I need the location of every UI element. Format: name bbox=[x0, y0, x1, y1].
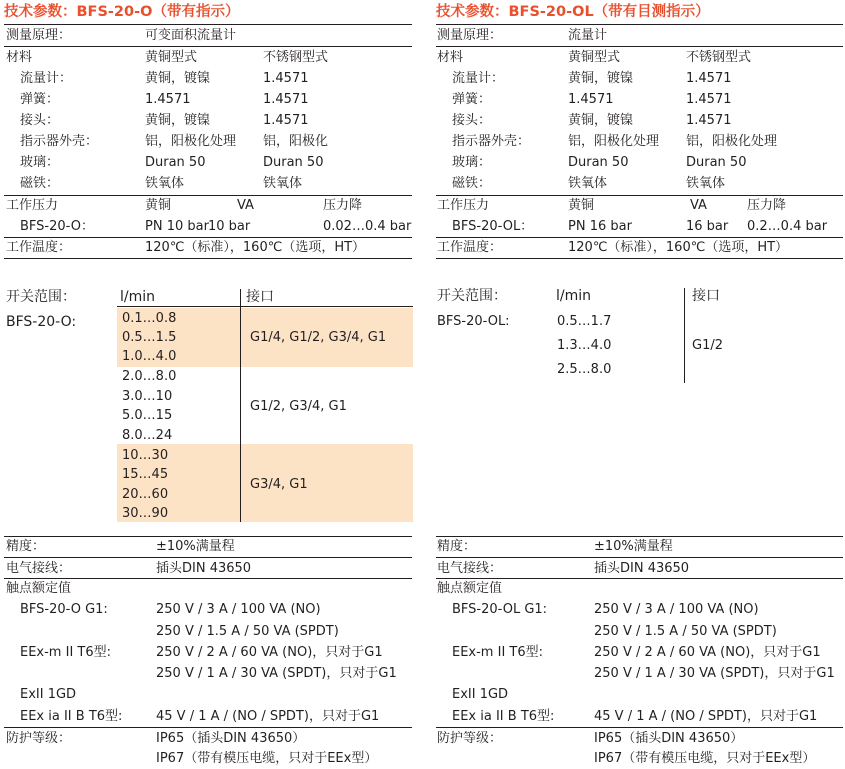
material-row-steel: 铝，阳极化处理 bbox=[686, 134, 778, 149]
material-row-brass: 铝，阳极化处理 bbox=[145, 134, 237, 149]
principle-label: 测量原理： bbox=[437, 28, 503, 43]
accuracy-label: 精度： bbox=[437, 539, 477, 554]
range-value: 30…90 bbox=[122, 506, 169, 521]
range-value: 8.0…24 bbox=[122, 428, 173, 443]
pressure-va-value: 16 bar bbox=[686, 219, 729, 234]
divider bbox=[436, 237, 843, 238]
pressure-brass-value: PN 16 bar bbox=[568, 219, 632, 234]
temp-value: 120℃（标准），160℃（选项，HT） bbox=[568, 240, 789, 255]
contact-model: BFS-20-OL G1: bbox=[452, 602, 548, 617]
material-row-brass: 黄铜，镀镍 bbox=[568, 113, 634, 128]
electrical-value: 插头DIN 43650 bbox=[594, 561, 690, 576]
divider bbox=[436, 727, 843, 728]
range-value: 2.0…8.0 bbox=[122, 369, 177, 384]
temp-value: 120℃（标准），160℃（选项，HT） bbox=[145, 240, 366, 255]
eexia-label: EEx ia II B T6型: bbox=[452, 709, 555, 724]
temp-label: 工作温度： bbox=[437, 240, 503, 255]
material-row-steel: 铁氧体 bbox=[263, 176, 303, 191]
range-connection: G3/4, G1 bbox=[250, 477, 308, 492]
divider bbox=[436, 46, 843, 47]
pressure-header-brass: 黄铜 bbox=[568, 198, 595, 213]
divider bbox=[436, 578, 843, 579]
range-value: 10…30 bbox=[122, 448, 169, 463]
protection-label: 防护等级： bbox=[6, 731, 72, 746]
material-row-brass: 黄铜，镀镍 bbox=[145, 71, 211, 86]
material-row-steel: 1.4571 bbox=[686, 92, 732, 107]
eexia-value: 45 V / 1 A / (NO / SPDT)，只对于G1 bbox=[594, 709, 818, 724]
contact-value: 250 V / 1.5 A / 50 VA (SPDT) bbox=[156, 624, 339, 639]
protection-label: 防护等级： bbox=[437, 731, 503, 746]
material-row-brass: 铁氧体 bbox=[568, 176, 608, 191]
range-value: 2.5…8.0 bbox=[557, 362, 612, 377]
right-title: 技术参数：BFS-20-OL（带有目测指示） bbox=[436, 4, 710, 20]
divider bbox=[436, 557, 843, 558]
range-unit: l/min bbox=[120, 289, 156, 305]
range-column-divider bbox=[684, 288, 685, 383]
pressure-header-brass: 黄铜 bbox=[145, 198, 172, 213]
material-row-steel: 1.4571 bbox=[263, 113, 309, 128]
eexia-label: EEx ia II B T6型: bbox=[20, 709, 123, 724]
material-row-brass: 铁氧体 bbox=[145, 176, 185, 191]
divider bbox=[4, 24, 412, 25]
contact-value: 250 V / 1.5 A / 50 VA (SPDT) bbox=[594, 624, 777, 639]
contact-value: 250 V / 1 A / 30 VA (SPDT)，只对于G1 bbox=[594, 666, 835, 681]
range-connection: G1/4, G1/2, G3/4, G1 bbox=[250, 330, 387, 345]
contact-value: 250 V / 1 A / 30 VA (SPDT)，只对于G1 bbox=[156, 666, 397, 681]
pressure-drop-value: 0.02…0.4 bar bbox=[323, 219, 412, 234]
range-label: 开关范围： bbox=[437, 288, 507, 304]
range-value: 0.5…1.7 bbox=[557, 314, 612, 329]
range-value: 3.0…10 bbox=[122, 389, 173, 404]
contact-value: 250 V / 3 A / 100 VA (NO) bbox=[594, 602, 759, 617]
protection-value: IP65（插头DIN 43650） bbox=[594, 731, 744, 746]
material-row-label: 磁铁： bbox=[20, 176, 60, 191]
material-row-steel: 铝，阳极化 bbox=[263, 134, 329, 149]
pressure-label: 工作压力 bbox=[6, 198, 59, 213]
electrical-label: 电气接线： bbox=[6, 561, 72, 576]
divider bbox=[4, 536, 412, 537]
exii-label: ExII 1GD bbox=[20, 687, 77, 702]
divider bbox=[4, 727, 412, 728]
contact-label: 触点额定值 bbox=[6, 581, 72, 596]
material-row-steel: 1.4571 bbox=[686, 71, 732, 86]
material-row-brass: 1.4571 bbox=[568, 92, 614, 107]
pressure-header-va: VA bbox=[690, 198, 707, 213]
divider bbox=[436, 536, 843, 537]
materials-label: 材料 bbox=[6, 50, 33, 65]
range-value: 5.0…15 bbox=[122, 408, 173, 423]
materials-col-steel: 不锈钢型式 bbox=[263, 50, 329, 65]
material-row-brass: 黄铜，镀镍 bbox=[145, 113, 211, 128]
material-row-label: 磁铁： bbox=[452, 176, 492, 191]
divider bbox=[4, 578, 412, 579]
divider bbox=[4, 557, 412, 558]
material-row-steel: Duran 50 bbox=[686, 155, 747, 170]
range-connection: G1/2, G3/4, G1 bbox=[250, 399, 347, 414]
range-conn-header: 接口 bbox=[246, 289, 274, 305]
electrical-value: 插头DIN 43650 bbox=[156, 561, 252, 576]
divider bbox=[436, 258, 843, 259]
range-value: 20…60 bbox=[122, 487, 169, 502]
range-model: BFS-20-O: bbox=[6, 314, 77, 330]
contact-model: BFS-20-O G1: bbox=[20, 602, 108, 617]
range-value: 0.1…0.8 bbox=[122, 311, 177, 326]
protection-value: IP67（带有模压电缆，只对于EEx型） bbox=[156, 751, 378, 766]
material-row-label: 接头： bbox=[20, 113, 60, 128]
range-label: 开关范围： bbox=[6, 289, 76, 305]
material-row-label: 玻璃： bbox=[452, 155, 492, 170]
pressure-va-value: 10 bar bbox=[208, 219, 251, 234]
material-row-steel: 1.4571 bbox=[263, 92, 309, 107]
material-row-brass: 黄铜，镀镍 bbox=[568, 71, 634, 86]
exii-label: ExII 1GD bbox=[452, 687, 509, 702]
contact-value: 250 V / 2 A / 60 VA (NO)，只对于G1 bbox=[594, 645, 821, 660]
material-row-steel: 1.4571 bbox=[263, 71, 309, 86]
pressure-header-drop: 压力降 bbox=[323, 198, 363, 213]
divider bbox=[436, 195, 843, 196]
range-value: 15…45 bbox=[122, 467, 169, 482]
principle-value: 可变面积流量计 bbox=[145, 28, 237, 43]
divider bbox=[4, 258, 412, 259]
materials-col-brass: 黄铜型式 bbox=[145, 50, 198, 65]
divider bbox=[4, 237, 412, 238]
material-row-steel: Duran 50 bbox=[263, 155, 324, 170]
range-column-divider bbox=[240, 289, 241, 522]
range-value: 1.3…4.0 bbox=[557, 338, 612, 353]
contact-label: 触点额定值 bbox=[437, 581, 503, 596]
accuracy-label: 精度： bbox=[6, 539, 46, 554]
pressure-brass-value: PN 10 bar bbox=[145, 219, 209, 234]
contact-value: 250 V / 3 A / 100 VA (NO) bbox=[156, 602, 321, 617]
material-row-steel: 1.4571 bbox=[686, 113, 732, 128]
temp-label: 工作温度： bbox=[6, 240, 72, 255]
material-row-label: 玻璃： bbox=[20, 155, 60, 170]
divider bbox=[436, 24, 843, 25]
range-unit: l/min bbox=[556, 288, 592, 304]
materials-col-brass: 黄铜型式 bbox=[568, 50, 621, 65]
contact-model: EEx-m II T6型: bbox=[452, 645, 544, 660]
contact-model: EEx-m II T6型: bbox=[20, 645, 112, 660]
divider bbox=[4, 195, 412, 196]
material-row-label: 指示器外壳： bbox=[452, 134, 531, 149]
material-row-brass: Duran 50 bbox=[145, 155, 206, 170]
pressure-header-drop: 压力降 bbox=[747, 198, 787, 213]
divider bbox=[4, 46, 412, 47]
range-model: BFS-20-OL: bbox=[437, 314, 510, 329]
accuracy-value: ±10%满量程 bbox=[594, 539, 673, 554]
material-row-label: 指示器外壳： bbox=[20, 134, 99, 149]
pressure-model: BFS-20-O： bbox=[20, 219, 94, 234]
pressure-label: 工作压力 bbox=[437, 198, 490, 213]
principle-value: 流量计 bbox=[568, 28, 608, 43]
protection-value: IP67（带有模压电缆，只对于EEx型） bbox=[594, 751, 816, 766]
pressure-model: BFS-20-OL： bbox=[452, 219, 534, 234]
material-row-label: 弹簧： bbox=[20, 92, 60, 107]
accuracy-value: ±10%满量程 bbox=[156, 539, 235, 554]
material-row-brass: 铝，阳极化处理 bbox=[568, 134, 660, 149]
range-value: 1.0…4.0 bbox=[122, 349, 177, 364]
material-row-label: 流量计： bbox=[20, 71, 73, 86]
range-value: 0.5…1.5 bbox=[122, 330, 177, 345]
range-header-line bbox=[117, 306, 413, 307]
protection-value: IP65（插头DIN 43650） bbox=[156, 731, 306, 746]
material-row-label: 流量计： bbox=[452, 71, 505, 86]
material-row-brass: 1.4571 bbox=[145, 92, 191, 107]
pressure-drop-value: 0.2…0.4 bar bbox=[747, 219, 828, 234]
range-connection: G1/2 bbox=[692, 338, 723, 353]
materials-col-steel: 不锈钢型式 bbox=[686, 50, 752, 65]
principle-label: 测量原理： bbox=[6, 28, 72, 43]
material-row-steel: 铁氧体 bbox=[686, 176, 726, 191]
electrical-label: 电气接线： bbox=[437, 561, 503, 576]
contact-value: 250 V / 2 A / 60 VA (NO)，只对于G1 bbox=[156, 645, 383, 660]
materials-label: 材料 bbox=[437, 50, 464, 65]
material-row-label: 接头： bbox=[452, 113, 492, 128]
left-title: 技术参数：BFS-20-O（带有指示） bbox=[4, 4, 240, 20]
material-row-brass: Duran 50 bbox=[568, 155, 629, 170]
material-row-label: 弹簧： bbox=[452, 92, 492, 107]
range-conn-header: 接口 bbox=[692, 288, 720, 304]
eexia-value: 45 V / 1 A / (NO / SPDT)，只对于G1 bbox=[156, 709, 380, 724]
pressure-header-va: VA bbox=[237, 198, 254, 213]
